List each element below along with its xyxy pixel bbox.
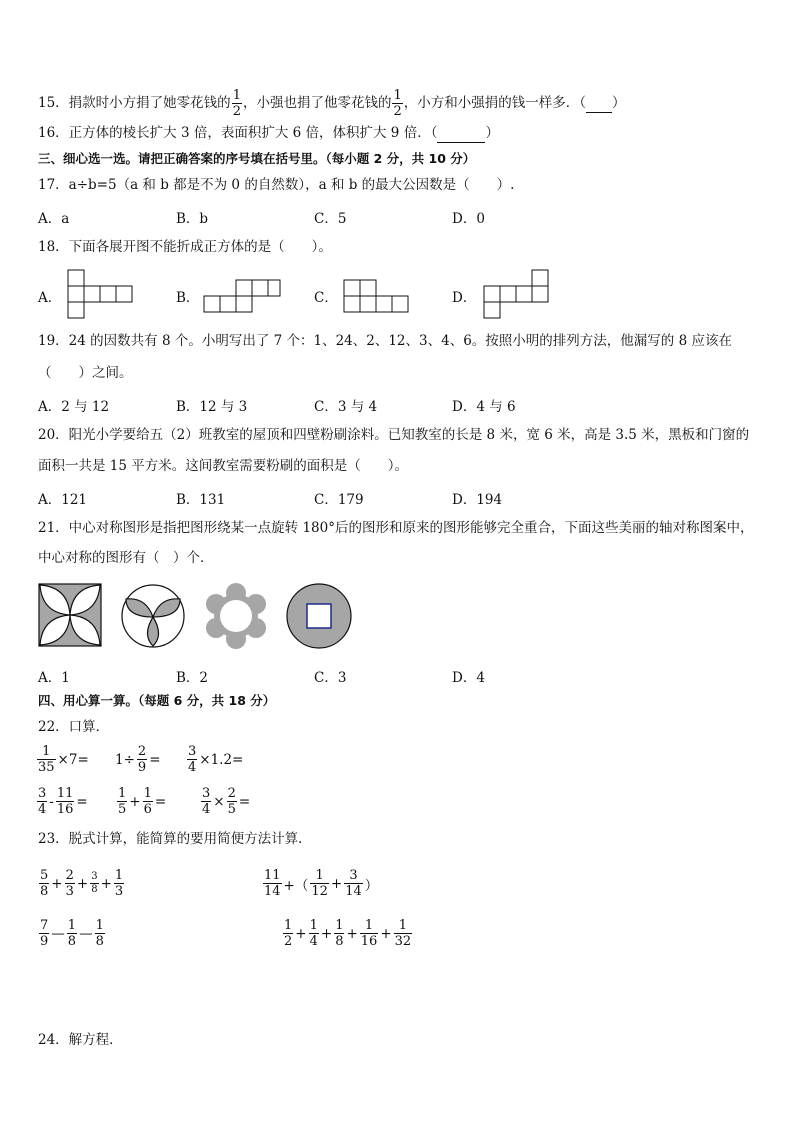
q21-option-a[interactable]: A．1: [38, 670, 70, 686]
q18-option-b[interactable]: B．: [176, 290, 200, 306]
q15-fraction-1: $\frac{1}{2}$: [232, 88, 241, 119]
q21-stem-2: 中心对称的图形有（ ）个．: [38, 550, 214, 566]
q15-line: 15．捐款时小方捐了她零花钱的 $\frac{1}{2}$ ，小强也捐了他零花钱的 $\frac{1}{2}$ ，小方和小强捐的钱一样多．（ ）: [38, 88, 626, 119]
q23-expr-1: $\frac{5}{8}$ + $\frac{2}{3}$ + $\frac{3}{8}$ + $\frac{1}{3}$: [40, 868, 124, 899]
q22-expr-2: 1÷ $\frac{2}{9}$ =: [115, 744, 161, 775]
q16-text: 16．正方体的棱长扩大 3 倍，表面积扩大 6 倍，体积扩大 9 倍．（: [38, 125, 438, 141]
q20-stem-2: 面积一共是 15 平方米。这间教室需要粉刷的面积是（ ）。: [38, 458, 409, 474]
q17-option-c[interactable]: C．5: [314, 211, 347, 227]
q21-option-b[interactable]: B．2: [176, 670, 209, 686]
q15-text-pre: 15．捐款时小方捐了她零花钱的: [38, 95, 231, 111]
q17-option-b[interactable]: B．b: [176, 211, 209, 227]
cube-net-a: [66, 268, 134, 320]
q20-option-b[interactable]: B．131: [176, 492, 226, 508]
q20-stem: 20．阳光小学要给五（2）班教室的屋顶和四壁粉刷涂料。已知教室的长是 8 米，宽 6 米，高是 3.5 米，黑板和门窗的: [38, 427, 750, 443]
q20-option-c[interactable]: C．179: [314, 492, 364, 508]
q24-title: 24．解方程．: [38, 1032, 123, 1048]
q15-answer-blank[interactable]: [586, 94, 612, 113]
q23-expr-3: $\frac{7}{9}$ — $\frac{1}{8}$ — $\frac{1}{8}$: [40, 918, 104, 949]
q15-fraction-2: $\frac{1}{2}$: [393, 88, 402, 119]
q23-expr-4: $\frac{1}{2}$ + $\frac{1}{4}$ + $\frac{1}{8}$ + $\frac{1}{16}$ + $\frac{1}{32}$: [284, 918, 412, 949]
section-3-heading: 三、细心选一选。请把正确答案的序号填在括号里。（每小题 2 分，共 10 分）: [38, 151, 476, 166]
q22-expr-1: $\frac{1}{35}$ ×7=: [38, 744, 89, 775]
q18-option-a[interactable]: A．: [38, 290, 62, 306]
q18-stem: 18．下面各展开图不能折成正方体的是（ ）。: [38, 239, 332, 255]
q18-option-d[interactable]: D．: [452, 290, 477, 306]
pattern-coin-square: [285, 582, 353, 650]
q17-option-a[interactable]: A．a: [38, 211, 70, 227]
pattern-petal-square: [38, 583, 102, 647]
q19-option-a[interactable]: A．2 与 12: [38, 399, 110, 415]
q20-option-a[interactable]: A．121: [38, 492, 88, 508]
q17-stem: 17．a÷b=5（a 和 b 都是不为 0 的自然数），a 和 b 的最大公因数是（ ）.: [38, 177, 515, 193]
q15-text-post: ，小方和小强捐的钱一样多．（: [403, 95, 586, 111]
q19-option-b[interactable]: B．12 与 3: [176, 399, 248, 415]
q22-title: 22．口算．: [38, 719, 110, 735]
q22-expr-6: $\frac{3}{4}$ × $\frac{2}{5}$ =: [202, 786, 251, 817]
cube-net-d: [482, 268, 550, 320]
q16-line: 16．正方体的棱长扩大 3 倍，表面积扩大 6 倍，体积扩大 9 倍．（ ）: [38, 125, 499, 141]
pattern-three-leaf-circle: [120, 583, 186, 649]
q19-option-d[interactable]: D．4 与 6: [452, 399, 516, 415]
pattern-flower-ring: [203, 583, 269, 649]
q21-option-d[interactable]: D．4: [452, 670, 485, 686]
q22-expr-5: $\frac{1}{5}$ + $\frac{1}{6}$ =: [118, 786, 167, 817]
cube-net-b: [202, 278, 282, 314]
q18-option-c[interactable]: C．: [314, 290, 338, 306]
q19-stem: 19．24 的因数共有 8 个。小明写出了 7 个：1、24、2、12、3、4、6。按照小明的排列方法，他漏写的 8 应该在: [38, 333, 732, 349]
q21-option-c[interactable]: C．3: [314, 670, 347, 686]
q22-expr-4: $\frac{3}{4}$ - $\frac{11}{16}$ =: [38, 786, 88, 817]
q16-answer-blank[interactable]: [437, 124, 485, 143]
q19-option-c[interactable]: C．3 与 4: [314, 399, 378, 415]
q17-option-d[interactable]: D．0: [452, 211, 485, 227]
section-4-heading: 四、用心算一算。（每题 6 分，共 18 分）: [38, 693, 276, 708]
cube-net-c: [342, 278, 410, 314]
q22-expr-3: $\frac{3}{4}$ ×1.2=: [188, 744, 244, 775]
q21-stem: 21．中心对称图形是指把图形绕某一点旋转 180°后的图形和原来的图形能够完全重合，下面这些美丽的轴对称图案中，: [38, 520, 754, 536]
q20-option-d[interactable]: D．194: [452, 492, 503, 508]
q23-expr-2: $\frac{11}{14}$ +（ $\frac{1}{12}$ + $\frac{3}{14}$ ）: [264, 868, 379, 899]
q19-stem-2: （ ）之间。: [38, 365, 133, 381]
q23-title: 23．脱式计算，能简算的要用简便方法计算．: [38, 831, 312, 847]
q15-text-mid: ，小强也捐了他零花钱的: [242, 95, 392, 111]
